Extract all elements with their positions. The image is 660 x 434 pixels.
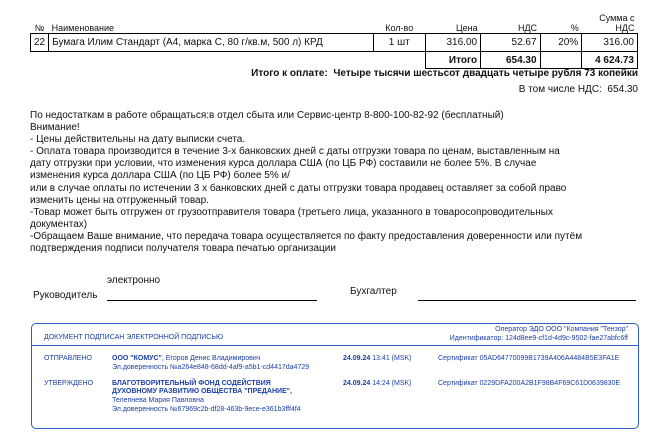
head-signature-label: Руководитель: [33, 290, 98, 301]
approved-cert: Сертификат 0229DFA200A2B1F98B4F69C61D0639830E: [438, 380, 621, 387]
sent-person: , Егоров Денис Владимирович: [161, 355, 261, 362]
row-price: 316.00: [425, 34, 481, 52]
stamp-title: ДОКУМЕНТ ПОДПИСАН ЭЛЕКТРОННОЙ ПОДПИСЬЮ: [44, 334, 224, 341]
totals-vat: 654.30: [481, 52, 540, 69]
note-line: изменения курса доллара США (по ЦБ РФ) более 5% и/: [30, 170, 290, 182]
note-line: По недостаткам в работе обращаться:в отдел сбыта или Сервис-центр 8-800-100-82-92 (бесплатный): [30, 110, 504, 121]
approved-time: 14:24 (MSK): [372, 380, 412, 387]
sent-poa: Эл.доверенность №a264e848-68dd-4af9-a5b1-cd4417da4729: [112, 364, 310, 371]
row-name: Бумага Илим Стандарт (А4, марка С, 80 г/кв.м, 500 л) КРД: [49, 34, 374, 52]
stamp-divider: [32, 345, 638, 346]
row-qty: 1 шт: [373, 34, 425, 52]
table-header: [31, 6, 638, 34]
note-line: изменить цены на отгруженный товар.: [30, 194, 209, 206]
totals-sum: 4 624.73: [582, 52, 638, 69]
sent-signer: [112, 355, 260, 362]
approved-org-line2: ДУХОВНОМУ РАЗВИТИЮ ОБЩЕСТВА "ПРЕДАНИЕ",: [112, 388, 292, 395]
note-line: - Цены действительны на дату выписки счета.: [30, 134, 246, 146]
row-vat: 52.67: [481, 34, 540, 52]
accountant-signature-label: Бухгалтер: [350, 286, 397, 297]
approved-poa: Эл.доверенность №67969c2b-df28-463b-9ece-e361b3fff4f4: [112, 406, 301, 413]
payment-total: [251, 68, 638, 79]
payment-words: Четыре тысячи шестьсот двадцать четыре рубля 73 копейки: [333, 68, 638, 79]
note-line: -Обращаем Ваше внимание, что передача товара осуществляется по факту предоставления доверенности или путём: [30, 230, 583, 242]
header-sum: [582, 6, 638, 34]
head-signature-note: электронно: [107, 275, 161, 286]
table-row: [31, 34, 638, 52]
accountant-signature-line: [418, 300, 636, 301]
approved-person: Телепнева Мария Павловна: [112, 397, 204, 404]
vat-total: [519, 84, 638, 95]
approved-date: 24.09.24: [343, 380, 371, 387]
header-price: Цена: [455, 23, 478, 33]
approved-status: УТВЕРЖДЕНО: [44, 380, 94, 387]
stamp-operator: Оператор ЭДО ООО "Компания "Тензор": [495, 326, 628, 333]
row-num: 22: [31, 34, 49, 52]
note-line: подтверждения подписи получателя товара печатью организации: [30, 243, 336, 255]
note-line: -Товар может быть отгружен от грузоотправителя товара (третьего лица, указанного в товаросопроводительных: [30, 206, 553, 218]
sent-org: ООО "КОМУС": [112, 355, 162, 362]
sent-cert: Сертификат 05AD64770099B1739A406A4484B5E3FA1E: [438, 355, 620, 362]
row-sum: 316.00: [582, 34, 638, 52]
approved-datetime: [343, 380, 412, 387]
header-sum-line1: Сумма с: [599, 13, 635, 23]
note-line: или в случае оплаты по истечении 3 х банковских дней с даты отгрузки товара продавец оставляет за собой право: [30, 182, 567, 194]
vat-label: В том числе НДС:: [518, 84, 602, 95]
approved-org-line1: БЛАГОТВОРИТЕЛЬНЫЙ ФОНД СОДЕЙСТВИЯ: [112, 380, 271, 387]
header-name: Наименование: [51, 23, 115, 33]
row-pct: 20%: [540, 34, 582, 52]
vat-value: 654.30: [607, 84, 638, 95]
sent-datetime: [343, 355, 412, 362]
header-pct: %: [570, 23, 579, 33]
note-line: - Оплата товара производится в течение 3-х банковских дней с даты отгрузки товара по ценам, выставленным на: [30, 146, 560, 158]
sent-time: 13:41 (MSK): [372, 355, 412, 362]
notes-block: [30, 110, 630, 255]
header-sum-line2: НДС: [615, 23, 635, 33]
totals-label: Итого: [425, 52, 481, 69]
header-vat: НДС: [517, 23, 538, 33]
sent-status: ОТПРАВЛЕНО: [44, 355, 92, 362]
header-num: №: [34, 23, 45, 33]
note-line: Внимание!: [30, 122, 80, 134]
note-line: дату отгрузки при условии, что изменения курса доллара США (по ЦБ РФ) составили не более 5%. В случае: [30, 158, 537, 170]
stamp-identifier: Идентификатор: 124d8ee9-cf1d-4d9c-9502-fae27abfc6ff: [449, 335, 628, 342]
header-qty: Кол-во: [385, 23, 414, 33]
sent-date: 24.09.24: [343, 355, 371, 362]
head-signature-line: [107, 300, 317, 301]
invoice-table: [30, 6, 638, 69]
note-line: документах): [30, 218, 88, 230]
payment-label: Итого к оплате:: [251, 68, 328, 79]
totals-row: [31, 52, 638, 69]
e-signature-stamp: [31, 323, 639, 429]
